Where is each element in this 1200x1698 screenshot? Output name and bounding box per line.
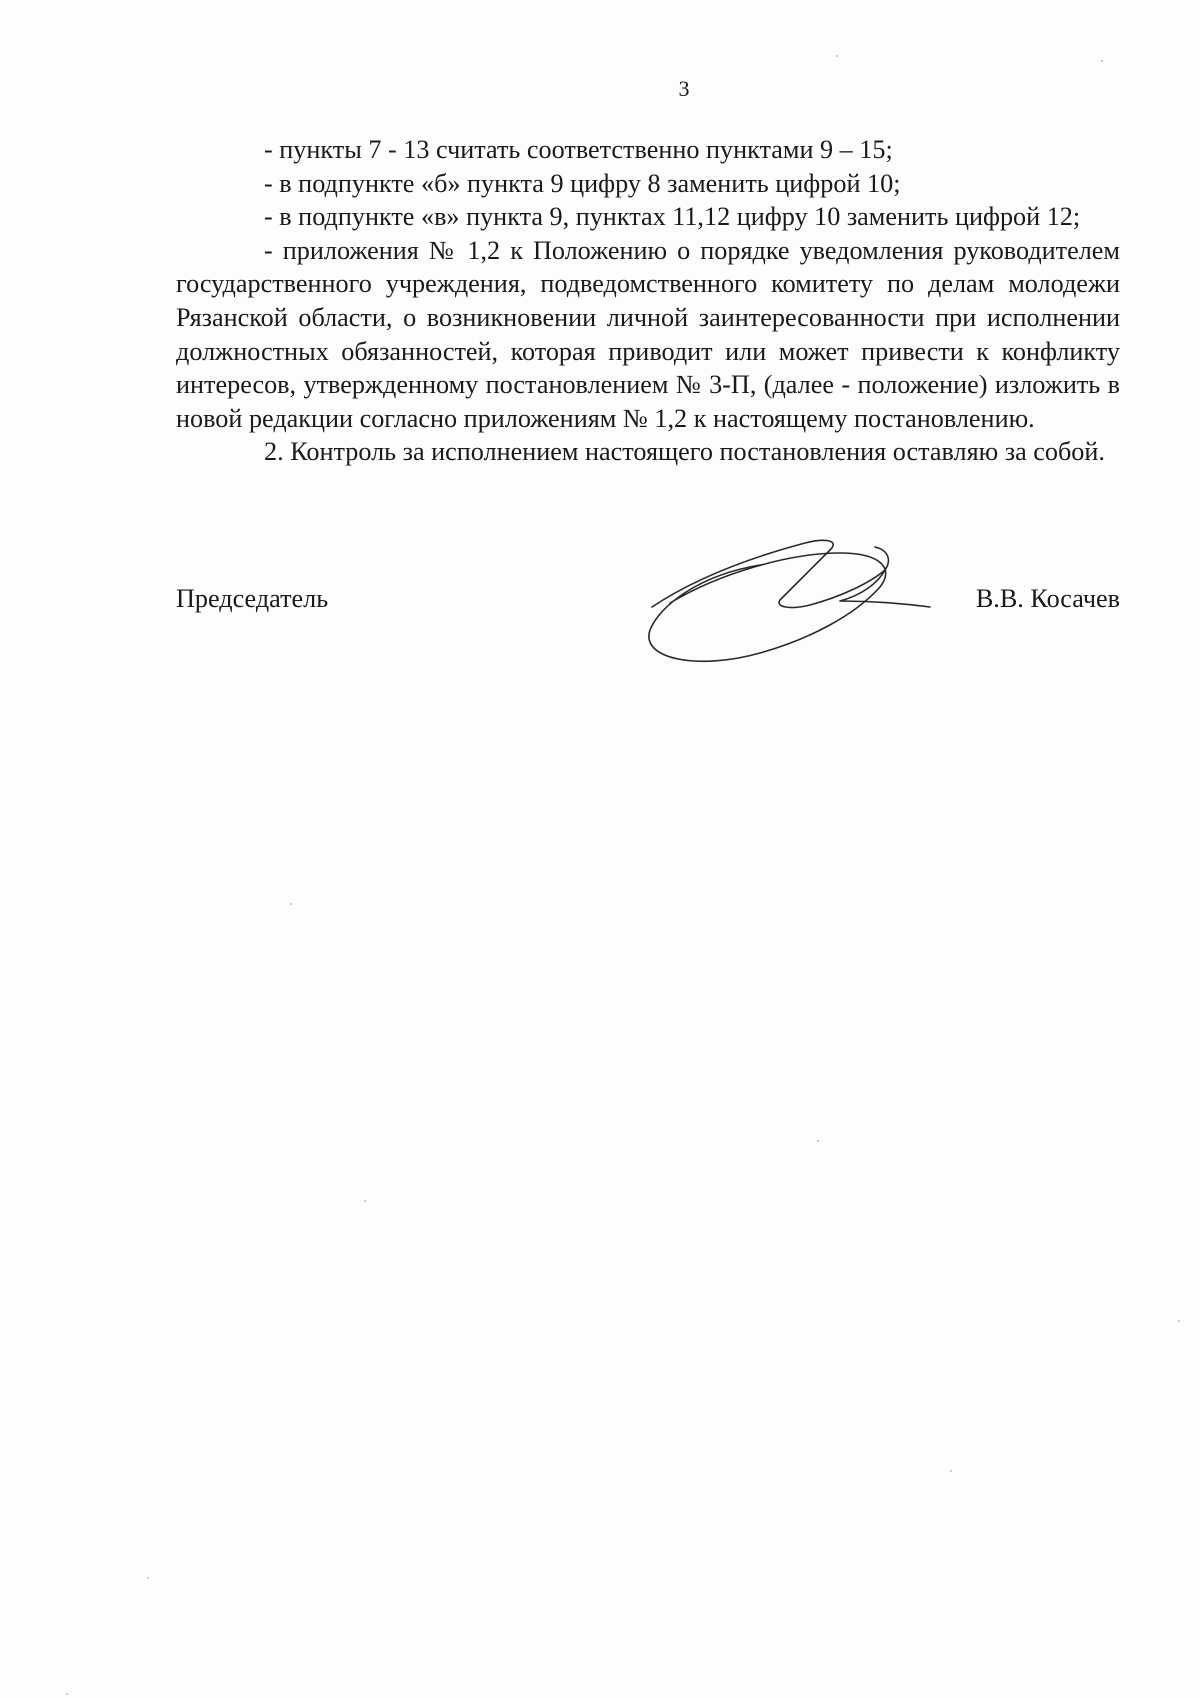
paragraph-1: - пункты 7 - 13 считать соответственно пунктами 9 – 15; <box>264 135 893 164</box>
paragraph-3: - в подпункте «в» пункта 9, пунктах 11,12 цифру 10 заменить цифрой 12; <box>264 202 1081 232</box>
paragraph-4: - приложения № 1,2 к Положению о порядке уведомления руководителем государственного учреждения, подведомственного комитету по делам молодежи Рязанской области, о возникновении личной заинтересованности при исполнении должностных обязанностей, которая приводит или может привести к конфликту интересов, утвержденному постановлением № 3-П, (далее - положение) изложить в новой редакции согласно приложениям № 1,2 к настоящему постановлению. <box>176 235 1120 433</box>
signatory-position: Председатель <box>176 584 329 613</box>
scan-speck <box>1101 60 1103 62</box>
scan-speck <box>66 1693 68 1695</box>
signatory-name: В.В. Косачев <box>975 584 1120 613</box>
scan-speck <box>950 1470 952 1472</box>
scan-speck <box>147 1577 149 1579</box>
signature-block <box>176 582 1120 622</box>
scan-speck <box>817 1140 819 1142</box>
paragraph-2: - в подпункте «б» пункта 9 цифру 8 заменить цифрой 10; <box>264 168 901 198</box>
document-body <box>176 133 1120 469</box>
scan-speck <box>290 903 292 905</box>
scan-speck <box>364 1200 366 1202</box>
scan-speck <box>1178 1320 1180 1322</box>
scan-speck <box>836 55 838 57</box>
page-number: 3 <box>678 76 690 101</box>
paragraph-5: 2. Контроль за исполнением настоящего постановления оставляю за собой. <box>264 437 1105 467</box>
